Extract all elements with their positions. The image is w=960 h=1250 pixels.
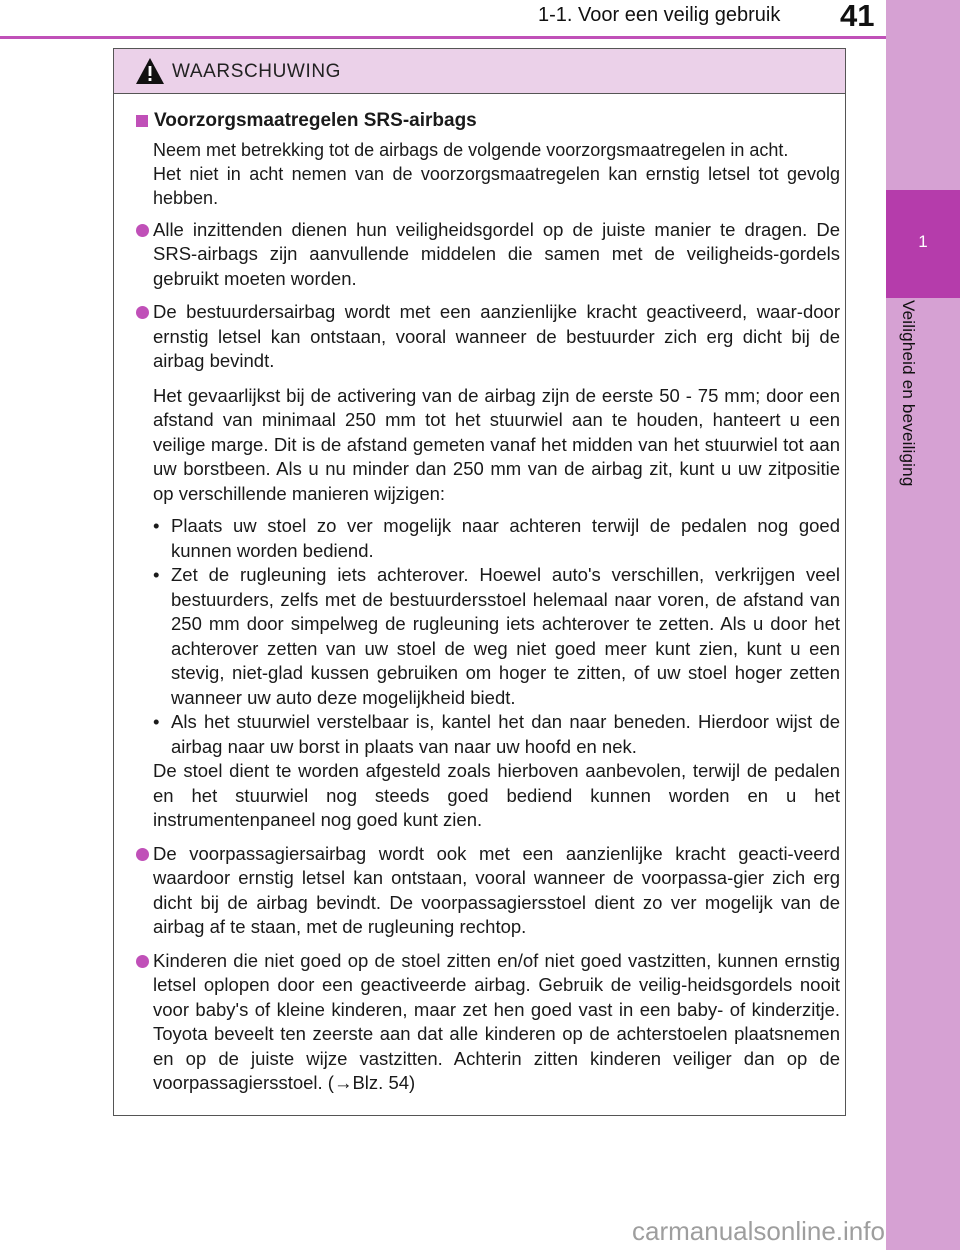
header-rule: [0, 36, 886, 39]
list-item: [136, 842, 840, 940]
item-text: De voorpassagiersairbag wordt ook met een aanzienlijke kracht geacti-veerd waardoor ernstig letsel kan ontstaan, vooral wanneer de voorpassa-gier zich erg dicht bij de airbag bevindt. De voorpassagiersstoel dient zo ver mogelijk van de airbag af te staan, met de rugleuning rechtop.: [153, 842, 840, 937]
sub-bullet-text: Als het stuurwiel verstelbaar is, kantel het dan naar beneden. Hierdoor wijst de airbag naar uw borst in plaats van naar uw hoofd en nek.: [171, 711, 840, 757]
chapter-label: Veiligheid en beveiliging: [899, 300, 918, 487]
warning-content: [136, 109, 840, 1105]
item-text: Kinderen die niet goed op de stoel zitten en/of niet goed vastzitten, kunnen ernstig letsel oplopen door een geactiveerde airbag. Gebruik de veilig-heidsgordels nooit voor baby's of kleine kinderen, maar zet hen goed vast in een baby- of kinderzitje. Toyota beveelt ten zeerste aan dat alle kinderen op de achterstoelen plaatsnemen en op de juiste wijze vastzitten. Achterin zitten kinderen veiliger dan op de voorpassagiersstoel. (→Blz. 54): [153, 949, 840, 1093]
sub-bullet-text: Plaats uw stoel zo ver mogelijk naar achteren terwijl de pedalen nog goed kunnen worden bediend.: [171, 515, 840, 561]
intro: [136, 138, 840, 210]
circle-bullet-icon: [136, 224, 149, 237]
warning-triangle-icon: [135, 57, 165, 85]
subheading-text: Voorzorgsmaatregelen SRS-airbags: [154, 110, 477, 131]
sub-bullet: • Plaats uw stoel zo ver mogelijk naar achteren terwijl de pedalen nog goed kunnen worden bediend.: [153, 515, 840, 561]
warning-title: WAARSCHUWING: [172, 61, 342, 82]
circle-bullet-icon: [136, 955, 149, 968]
item-text: De bestuurdersairbag wordt met een aanzienlijke kracht geactiveerd, waar-door ernstig letsel kan ontstaan, vooral wanneer de bestuurder zich erg dicht bij de airbag bevindt.: [153, 301, 840, 371]
list-item: [136, 300, 840, 833]
sub-bullet-list: [153, 514, 840, 759]
item-text: Alle inzittenden dienen hun veiligheidsgordel op de juiste manier te dragen. De SRS-airbags zijn aanvullende middelen die samen met de veiligheids-gordels gebruikt moeten worden.: [153, 218, 840, 289]
watermark: carmanualsonline.info: [632, 1216, 885, 1246]
sub-bullet: • Als het stuurwiel verstelbaar is, kantel het dan naar beneden. Hierdoor wijst de airbag naar uw borst in plaats van naar uw hoofd en nek.: [153, 711, 840, 757]
side-tab: [886, 0, 960, 1250]
warning-box: [113, 48, 846, 1116]
circle-bullet-icon: [136, 848, 149, 861]
item-afterword: De stoel dient te worden afgesteld zoals hierboven aanbevolen, terwijl de pedalen en het stuurwiel nog steeds goed bediend kunnen worden en u het instrumentenpaneel nog goed kunt zien.: [153, 760, 840, 830]
page-number: 41: [840, 0, 875, 33]
circle-bullet-icon: [136, 306, 149, 319]
square-bullet-icon: [136, 115, 148, 127]
list-item: [136, 218, 840, 292]
chapter-number: 1: [918, 232, 928, 251]
intro-line: Het niet in acht nemen van de voorzorgsmaatregelen kan ernstig letsel tot gevolg hebben.: [153, 163, 840, 208]
sub-bullet: • Zet de rugleuning iets achterover. Hoewel auto's verschillen, verkrijgen veel bestuurders, zelfs met de bestuurdersstoel helemaal naar voren, de afstand van 250 mm door simpelweg de rugleuning iets achterover te zetten. Als u door het achterover zetten van uw stoel de weg niet goed meer kunt zien, kunt u een stevig, niet-glad kussen gebruiken om hoger te zitten, of uw stoel hoger zetten wanneer uw auto deze mogelijkheid biedt.: [153, 564, 840, 708]
warning-header: [114, 49, 845, 94]
subheading: [136, 109, 840, 134]
section-title: 1-1. Voor een veilig gebruik: [538, 4, 781, 26]
sub-bullet-text: Zet de rugleuning iets achterover. Hoewel auto's verschillen, verkrijgen veel bestuurders, zelfs met de bestuurdersstoel helemaal naar voren, de afstand van 250 mm door simpelweg de rugleuning iets achterover te zetten. Als u door het achterover zetten van uw stoel de weg niet goed meer kunt zien, kunt u een stevig, niet-glad kussen gebruiken om hoger te zitten, of uw stoel hoger zetten wanneer uw auto deze mogelijkheid biedt.: [171, 564, 840, 708]
item-followup: Het gevaarlijkst bij de activering van de airbag zijn de eerste 50 - 75 mm; door een afstand van minimaal 250 mm tot het stuurwiel aan te houden, hanteert u een veilige marge. Dit is de afstand gemeten vanaf het midden van het stuurwiel tot aan uw borstbeen. Als u nu minder dan 250 mm van de airbag zit, kunt u uw zitpositie op verschillende manieren wijzigen:: [153, 384, 840, 504]
intro-line: Neem met betrekking tot de airbags de volgende voorzorgsmaatregelen in acht.: [153, 139, 789, 160]
list-item: [136, 949, 840, 1096]
